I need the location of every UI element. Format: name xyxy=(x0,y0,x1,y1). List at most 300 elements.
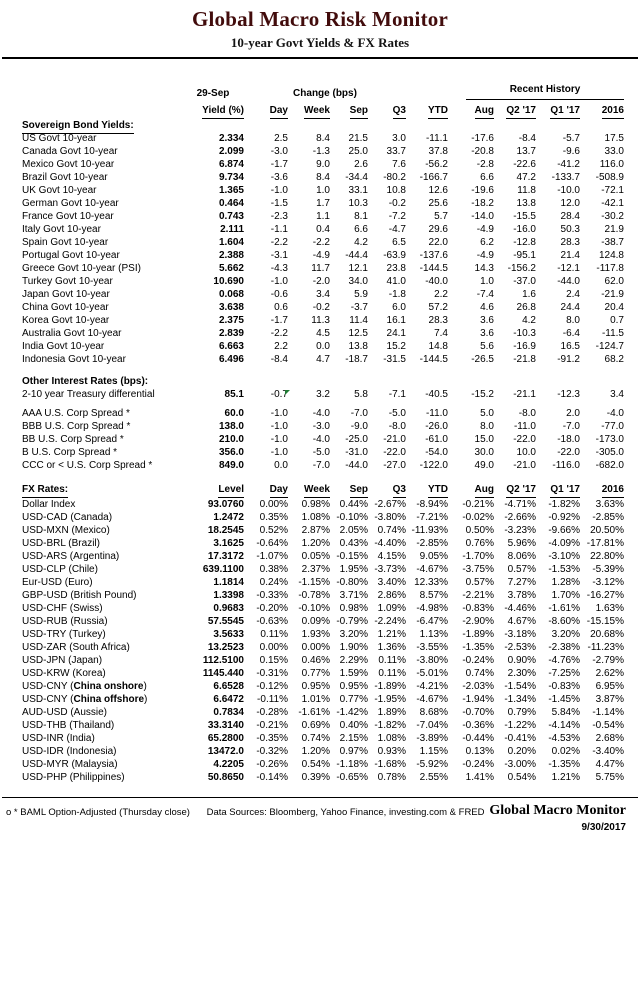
change-cell: -305.0 xyxy=(595,447,624,458)
change-cell: -34.4 xyxy=(345,172,368,183)
change-cell: -173.0 xyxy=(595,434,624,445)
change-cell: -4.40% xyxy=(374,538,406,549)
change-cell: 21.5 xyxy=(348,133,368,144)
change-cell: 0.39% xyxy=(301,772,330,783)
change-cell: -11.23% xyxy=(587,642,624,653)
row-label: Canada Govt 10-year xyxy=(22,146,118,157)
value-cell: 6.663 xyxy=(218,341,244,352)
row-label: USD-CHF (Swiss) xyxy=(22,603,103,614)
change-cell: 0.52% xyxy=(259,525,288,536)
table-row xyxy=(0,563,640,576)
change-cell: 1.08% xyxy=(301,512,330,523)
change-cell: -0.63% xyxy=(256,616,288,627)
value-cell: 210.0 xyxy=(218,434,244,445)
change-cell: -37.0 xyxy=(513,276,536,287)
change-cell: -1.0 xyxy=(270,276,288,287)
row-label: France Govt 10-year xyxy=(22,211,114,222)
change-cell: 0.97% xyxy=(339,746,368,757)
change-cell: 47.2 xyxy=(516,172,536,183)
change-cell: -61.0 xyxy=(425,434,448,445)
col-2016: 2016 xyxy=(580,483,624,498)
value-cell: 1.3398 xyxy=(213,590,244,601)
table-row xyxy=(0,301,640,314)
change-cell: -0.32% xyxy=(256,746,288,757)
change-cell: -2.03% xyxy=(462,681,494,692)
change-cell: -0.11% xyxy=(257,694,288,705)
value-cell: 0.743 xyxy=(218,211,244,222)
change-cell: -1.0 xyxy=(270,408,288,419)
change-cell: 49.0 xyxy=(474,460,494,471)
row-label: USD-IDR (Indonesia) xyxy=(22,746,117,757)
change-cell: 2.15% xyxy=(339,733,368,744)
change-cell: -11.93% xyxy=(411,525,448,536)
change-cell: -7.25% xyxy=(548,668,580,679)
change-cell: -3.80% xyxy=(416,655,448,666)
change-cell: 0.20% xyxy=(507,746,536,757)
change-cell: 1.95% xyxy=(339,564,368,575)
change-group-header: Change (bps) xyxy=(293,88,357,99)
value-cell: 2.099 xyxy=(218,146,244,157)
change-cell: -3.55% xyxy=(416,642,448,653)
change-cell: -22.0 xyxy=(513,434,536,445)
change-cell: -682.0 xyxy=(595,460,624,471)
col-q1-17: Q1 '17 xyxy=(536,483,580,498)
change-cell: -4.9 xyxy=(312,250,330,261)
table-row xyxy=(0,667,640,680)
change-cell: 12.1 xyxy=(348,263,368,274)
change-cell: -2.8 xyxy=(476,159,494,170)
change-cell: -5.92% xyxy=(416,759,448,770)
change-cell: 15.2 xyxy=(386,341,406,352)
change-cell: 11.7 xyxy=(311,263,330,274)
change-cell: -3.00% xyxy=(504,759,536,770)
row-label: Indonesia Govt 10-year xyxy=(22,354,126,365)
change-cell: -14.0 xyxy=(471,211,494,222)
change-cell: 24.1 xyxy=(386,328,406,339)
change-cell: 5.8 xyxy=(354,389,368,400)
change-cell: -124.7 xyxy=(595,341,624,352)
change-cell: -2.85% xyxy=(416,538,448,549)
value-cell: 13472.0 xyxy=(207,746,244,757)
table-row xyxy=(0,158,640,171)
change-cell: 22.0 xyxy=(428,237,448,248)
change-cell: -1.15% xyxy=(298,577,330,588)
change-cell: 37.8 xyxy=(428,146,448,157)
value-cell: 2.839 xyxy=(218,328,244,339)
change-cell: -44.0 xyxy=(345,460,368,471)
change-cell: -1.53% xyxy=(548,564,580,575)
change-cell: 1.0 xyxy=(480,276,494,287)
table-row xyxy=(0,223,640,236)
change-cell: 21.9 xyxy=(604,224,624,235)
change-cell: -10.3 xyxy=(513,328,536,339)
table-row xyxy=(0,641,640,654)
change-cell: -0.33% xyxy=(256,590,288,601)
change-cell: 8.06% xyxy=(507,551,536,562)
change-cell: -3.75% xyxy=(462,564,494,575)
change-cell: 1.90% xyxy=(339,642,368,653)
change-cell: -3.40% xyxy=(592,746,624,757)
change-cell: -1.8 xyxy=(388,289,406,300)
change-cell: 57.2 xyxy=(428,302,448,313)
change-cell: -5.7 xyxy=(562,133,580,144)
change-cell: -77.0 xyxy=(601,421,624,432)
row-label: USD-PHP (Philippines) xyxy=(22,772,125,783)
change-cell: 28.4 xyxy=(560,211,580,222)
value-cell: 10.690 xyxy=(213,276,244,287)
col-sep: Sep xyxy=(330,104,368,119)
change-cell: -22.0 xyxy=(383,447,406,458)
change-cell: 0.00% xyxy=(301,642,330,653)
change-cell: 34.0 xyxy=(348,276,368,287)
row-label: Portugal Govt 10-year xyxy=(22,250,120,261)
change-cell: -1.68% xyxy=(374,759,406,770)
change-cell: 6.5 xyxy=(392,237,406,248)
value-cell: 6.874 xyxy=(218,159,244,170)
row-label: Australia Govt 10-year xyxy=(22,328,122,339)
value-cell: 57.5545 xyxy=(207,616,244,627)
col-q2-17: Q2 '17 xyxy=(494,483,536,498)
table-row xyxy=(0,314,640,327)
change-cell: -0.44% xyxy=(462,733,494,744)
row-label: B U.S. Corp Spread * xyxy=(22,447,118,458)
change-cell: -1.0 xyxy=(270,447,288,458)
change-cell: -7.2 xyxy=(388,211,406,222)
change-cell: 9.05% xyxy=(419,551,448,562)
change-cell: 6.0 xyxy=(392,302,406,313)
change-cell: 13.7 xyxy=(516,146,536,157)
table-row xyxy=(0,628,640,641)
change-cell: 0.43% xyxy=(339,538,368,549)
value-cell: 1.2472 xyxy=(213,512,244,523)
change-cell: 8.4 xyxy=(316,172,330,183)
change-cell: 33.7 xyxy=(386,146,406,157)
change-cell: -17.81% xyxy=(586,538,624,549)
change-cell: 11.8 xyxy=(517,185,536,196)
change-cell: 0.38% xyxy=(259,564,288,575)
change-cell: -4.76% xyxy=(548,655,580,666)
change-cell: 0.05% xyxy=(301,551,330,562)
change-cell: -4.0 xyxy=(312,434,330,445)
change-cell: 2.05% xyxy=(339,525,368,536)
change-cell: 16.1 xyxy=(386,315,406,326)
change-cell: 10.0 xyxy=(516,447,536,458)
value-cell: 138.0 xyxy=(218,421,244,432)
change-cell: 3.87% xyxy=(595,694,624,705)
change-cell: -3.80% xyxy=(374,512,406,523)
value-cell: 0.068 xyxy=(218,289,244,300)
change-cell: -1.95% xyxy=(374,694,406,705)
change-cell: -0.2 xyxy=(312,302,330,313)
value-cell: 33.3140 xyxy=(207,720,244,731)
row-label: USD-KRW (Korea) xyxy=(22,668,106,679)
table-row xyxy=(0,589,640,602)
page-title: Global Macro Risk Monitor xyxy=(191,7,448,31)
comment-flag-icon xyxy=(285,390,290,395)
change-cell: -0.64% xyxy=(256,538,288,549)
change-cell: 1.36% xyxy=(377,642,406,653)
change-cell: 1.59% xyxy=(339,668,368,679)
table-row xyxy=(0,340,640,353)
change-cell: 0.98% xyxy=(339,603,368,614)
change-cell: 1.21% xyxy=(377,629,406,640)
change-cell: -2.2 xyxy=(270,237,288,248)
row-label: USD-TRY (Turkey) xyxy=(22,629,106,640)
change-cell: 17.5 xyxy=(604,133,624,144)
value-cell: 1.365 xyxy=(218,185,244,196)
change-cell: -3.18% xyxy=(504,629,536,640)
row-label: Turkey Govt 10-year xyxy=(22,276,113,287)
table-row xyxy=(0,132,640,145)
value-cell: 18.2545 xyxy=(207,525,244,536)
change-cell: 2.55% xyxy=(419,772,448,783)
change-cell: -1.82% xyxy=(548,499,580,510)
change-cell: 1.6 xyxy=(522,289,536,300)
change-cell: -1.7 xyxy=(270,159,288,170)
value-cell: 3.638 xyxy=(218,302,244,313)
change-cell: 6.6 xyxy=(354,224,368,235)
table-row xyxy=(0,459,640,472)
change-cell: 4.47% xyxy=(595,759,624,770)
change-cell: -20.8 xyxy=(471,146,494,157)
change-cell: -4.21% xyxy=(416,681,448,692)
change-cell: 20.50% xyxy=(590,525,624,536)
change-cell: -0.02% xyxy=(462,512,494,523)
change-cell: -0.41% xyxy=(504,733,536,744)
row-label: USD-THB (Thailand) xyxy=(22,720,115,731)
change-cell: -156.2 xyxy=(507,263,536,274)
change-cell: -1.07% xyxy=(256,551,288,562)
change-cell: -2.24% xyxy=(374,616,406,627)
change-cell: 1.15% xyxy=(419,746,448,757)
change-cell: 14.3 xyxy=(474,263,494,274)
change-cell: 5.6 xyxy=(480,341,494,352)
change-cell: -1.18% xyxy=(336,759,368,770)
change-cell: -4.53% xyxy=(548,733,580,744)
value-cell: 6.496 xyxy=(218,354,244,365)
change-cell: -0.65% xyxy=(336,772,368,783)
change-cell: 0.98% xyxy=(301,499,330,510)
column-group-header xyxy=(0,83,640,98)
change-cell: 1.09% xyxy=(377,603,406,614)
row-label: USD-BRL (Brazil) xyxy=(22,538,100,549)
change-cell: -27.0 xyxy=(383,460,406,471)
change-cell: -44.0 xyxy=(557,276,580,287)
change-cell: -8.4 xyxy=(270,354,288,365)
change-cell: -7.1 xyxy=(388,389,406,400)
brand-name: Global Macro Monitor xyxy=(489,803,626,818)
table-row xyxy=(0,771,640,784)
change-cell: -21.8 xyxy=(513,354,536,365)
table-row xyxy=(0,327,640,340)
value-cell: 6.6528 xyxy=(213,681,244,692)
change-cell: -21.0 xyxy=(383,434,406,445)
change-cell: 1.28% xyxy=(551,577,580,588)
change-cell: -4.9 xyxy=(476,250,494,261)
change-cell: 3.20% xyxy=(339,629,368,640)
change-cell: 0.11% xyxy=(378,668,406,679)
change-cell: 0.90% xyxy=(507,655,536,666)
change-cell: 0.11% xyxy=(260,629,288,640)
change-cell: 1.08% xyxy=(377,733,406,744)
table-row xyxy=(0,407,640,420)
change-cell: -1.35% xyxy=(548,759,580,770)
change-cell: 1.0 xyxy=(316,185,330,196)
fx-table xyxy=(0,498,640,784)
change-cell: -2.67% xyxy=(374,499,406,510)
change-cell: -1.0 xyxy=(270,434,288,445)
change-cell: 0.54% xyxy=(507,772,536,783)
change-cell: -72.1 xyxy=(601,185,624,196)
change-cell: -12.1 xyxy=(557,263,580,274)
value-cell: 356.0 xyxy=(218,447,244,458)
change-cell: 0.09% xyxy=(301,616,330,627)
row-label: German Govt 10-year xyxy=(22,198,119,209)
table-row xyxy=(0,197,640,210)
change-cell: -1.42% xyxy=(336,707,368,718)
col-q3: Q3 xyxy=(368,483,406,498)
change-cell: -11.0 xyxy=(513,421,536,432)
table-row xyxy=(0,550,640,563)
change-cell: -7.4 xyxy=(476,289,494,300)
change-cell: -0.12% xyxy=(256,681,288,692)
change-cell: 2.2 xyxy=(434,289,448,300)
change-cell: -21.9 xyxy=(601,289,624,300)
table-row xyxy=(0,511,640,524)
change-cell: 4.67% xyxy=(507,616,536,627)
change-cell: -166.7 xyxy=(419,172,448,183)
change-cell: 0.74% xyxy=(301,733,330,744)
change-cell: 3.6 xyxy=(480,315,494,326)
change-cell: 1.20% xyxy=(301,538,330,549)
change-cell: -1.35% xyxy=(462,642,494,653)
table-row xyxy=(0,693,640,706)
header-rule xyxy=(2,57,638,59)
change-cell: -7.0 xyxy=(562,421,580,432)
change-cell: 7.6 xyxy=(392,159,406,170)
change-cell: 12.6 xyxy=(428,185,448,196)
change-cell: -26.0 xyxy=(425,421,448,432)
change-cell: 8.68% xyxy=(419,707,448,718)
change-cell: 0.95% xyxy=(301,681,330,692)
table-row xyxy=(0,602,640,615)
change-cell: 3.2 xyxy=(288,388,330,401)
change-cell: -4.14% xyxy=(548,720,580,731)
change-cell: -4.46% xyxy=(504,603,536,614)
change-cell: -18.7 xyxy=(345,354,368,365)
row-label: GBP-USD (British Pound) xyxy=(22,590,137,601)
table-row xyxy=(0,719,640,732)
value-cell: 93.0760 xyxy=(207,499,244,510)
change-cell: -0.78% xyxy=(298,590,330,601)
row-label: Brazil Govt 10-year xyxy=(22,172,108,183)
table-row xyxy=(0,537,640,550)
change-cell: 1.1 xyxy=(316,211,330,222)
change-cell: 0.77% xyxy=(339,694,368,705)
change-cell: -15.2 xyxy=(471,389,494,400)
change-cell: -4.0 xyxy=(312,408,330,419)
change-cell: 2.62% xyxy=(595,668,624,679)
change-cell: -4.09% xyxy=(548,538,580,549)
change-cell: 23.8 xyxy=(386,263,406,274)
change-cell: -0.2 xyxy=(388,198,406,209)
change-cell: 5.0 xyxy=(480,408,494,419)
change-cell: 3.4 xyxy=(610,389,624,400)
change-cell: -18.0 xyxy=(557,434,580,445)
change-cell: -8.60% xyxy=(548,616,580,627)
change-cell: -9.0 xyxy=(350,421,368,432)
change-cell: 29.6 xyxy=(428,224,448,235)
change-cell: -1.61% xyxy=(298,707,330,718)
table-row xyxy=(0,615,640,628)
table-row xyxy=(0,654,640,667)
change-cell: 116.0 xyxy=(599,159,624,170)
change-cell: 124.8 xyxy=(598,250,624,261)
change-cell: 3.40% xyxy=(377,577,406,588)
change-cell: -3.1 xyxy=(270,250,288,261)
change-cell: -0.79% xyxy=(336,616,368,627)
change-cell: -8.94% xyxy=(416,499,448,510)
row-label: AUD-USD (Aussie) xyxy=(22,707,108,718)
col-day: Day xyxy=(244,483,288,498)
value-cell: 1.1814 xyxy=(213,577,244,588)
change-cell: -44.4 xyxy=(345,250,368,261)
table-row xyxy=(0,288,640,301)
row-label: BB U.S. Corp Spread * xyxy=(22,434,124,445)
change-cell: -16.0 xyxy=(513,224,536,235)
change-cell: -9.6 xyxy=(562,146,580,157)
value-cell: 1145.440 xyxy=(202,668,244,679)
change-cell: 8.1 xyxy=(354,211,368,222)
change-cell: -1.1 xyxy=(270,224,288,235)
row-label: USD-MXN (Mexico) xyxy=(22,525,110,536)
change-cell: 4.2 xyxy=(522,315,536,326)
change-cell: -0.24% xyxy=(462,655,494,666)
col-q1-17: Q1 '17 xyxy=(536,104,580,119)
change-cell: 9.0 xyxy=(316,159,330,170)
change-cell: 1.89% xyxy=(377,707,406,718)
change-cell: -4.67% xyxy=(416,694,448,705)
bonds-section-heading-row xyxy=(0,119,640,132)
value-cell: 3.5633 xyxy=(213,629,244,640)
change-cell: 4.15% xyxy=(377,551,406,562)
change-cell: -122.0 xyxy=(419,460,448,471)
value-cell: 17.3172 xyxy=(207,551,244,562)
change-cell: 21.4 xyxy=(560,250,580,261)
change-cell: 3.71% xyxy=(339,590,368,601)
change-cell: -0.20% xyxy=(256,603,288,614)
row-label: USD-ZAR (South Africa) xyxy=(22,642,130,653)
value-cell: 65.2800 xyxy=(207,733,244,744)
change-cell: 0.57% xyxy=(465,577,494,588)
change-cell: 5.9 xyxy=(354,289,368,300)
table-row xyxy=(0,171,640,184)
change-cell: -42.1 xyxy=(601,198,624,209)
change-cell: 10.3 xyxy=(348,198,368,209)
value-cell: 5.662 xyxy=(218,263,244,274)
change-cell: 0.0 xyxy=(316,341,330,352)
footnote: o * BAML Option-Adjusted (Thursday close) xyxy=(6,807,190,818)
change-cell: -2.85% xyxy=(592,512,624,523)
change-cell: -3.12% xyxy=(592,577,624,588)
col-yield: Yield (%) xyxy=(182,104,244,119)
change-cell: 2.86% xyxy=(377,590,406,601)
col-sep: Sep xyxy=(330,483,368,498)
change-cell: -137.6 xyxy=(419,250,448,261)
change-cell: 2.29% xyxy=(339,655,368,666)
change-cell: 0.15% xyxy=(259,655,288,666)
table-row xyxy=(0,262,640,275)
